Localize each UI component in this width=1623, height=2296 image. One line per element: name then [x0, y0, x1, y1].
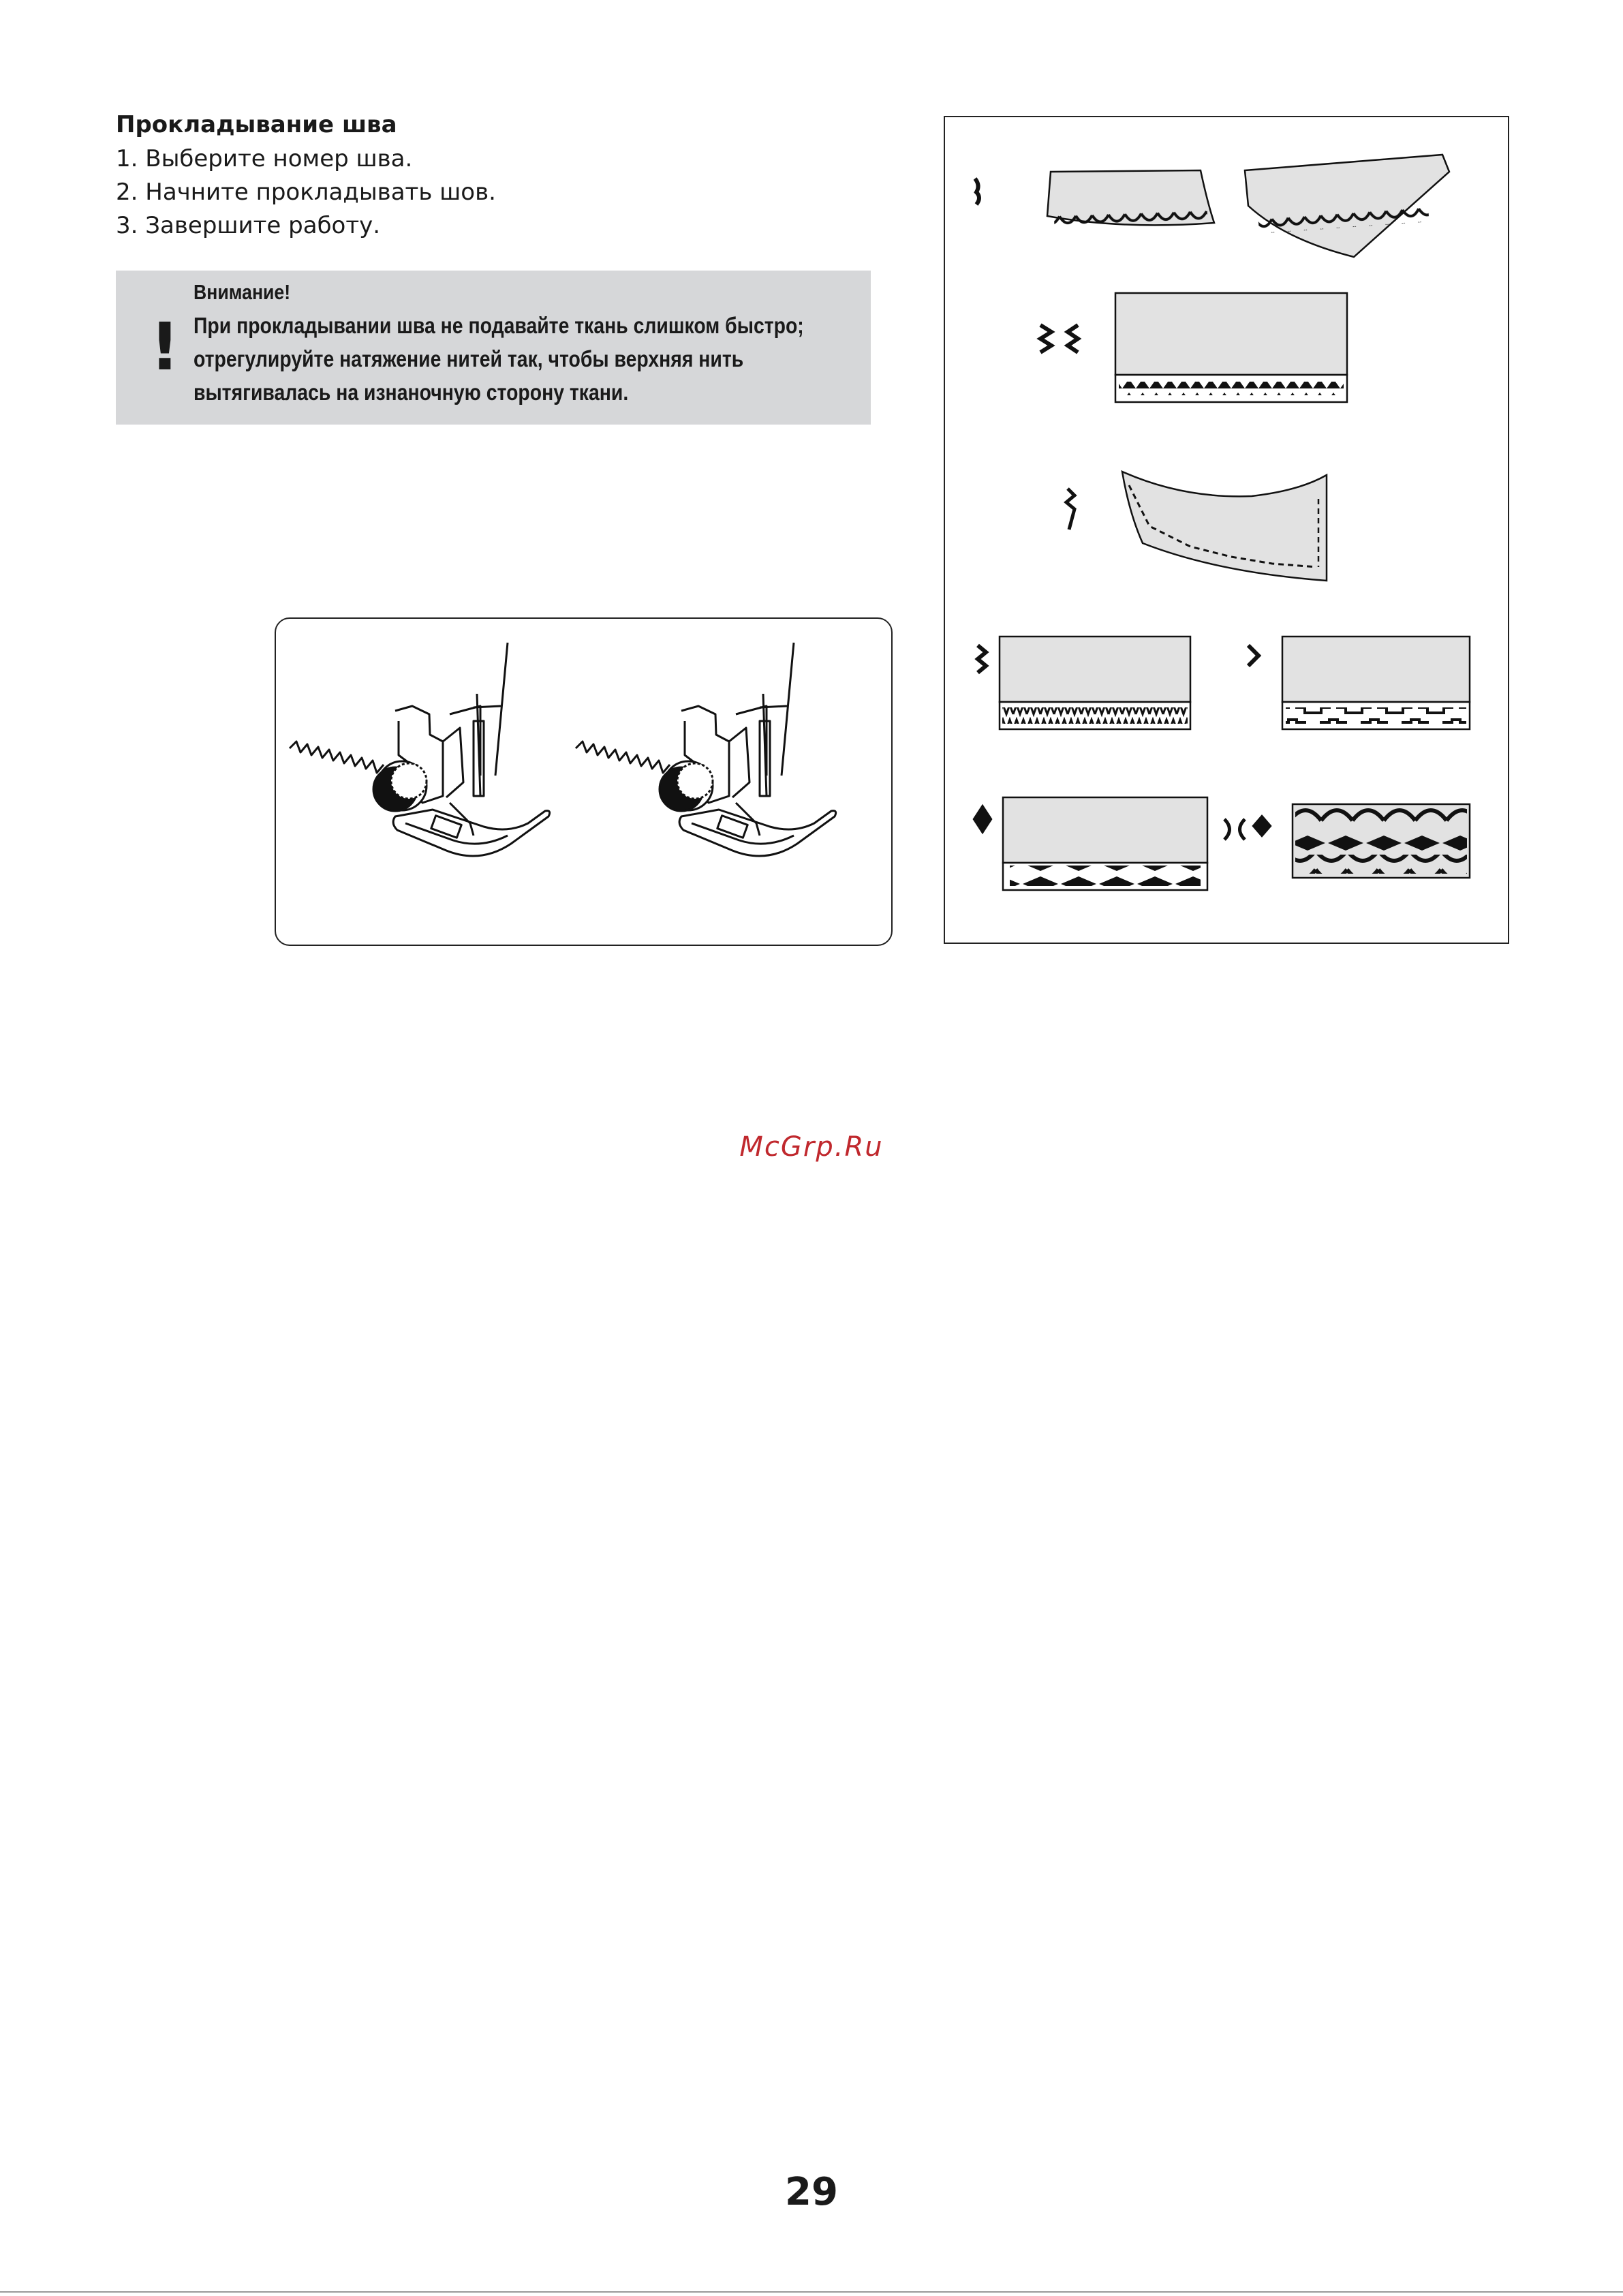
stitch-samples-panel	[944, 116, 1509, 944]
step-3: 3. Завершите работу.	[116, 212, 381, 239]
section-title: Прокладывание шва	[116, 111, 397, 138]
warning-line-2: отрегулируйте натяжение нитей так, чтобы верхняя нить	[194, 346, 744, 371]
warning-line-1: При прокладывании шва не подавайте ткань слишком быстро;	[194, 313, 804, 338]
presser-foot-panel	[275, 617, 893, 946]
exclamation-icon: !	[150, 309, 180, 385]
step-2: 2. Начните прокладывать шов.	[116, 179, 496, 206]
warning-title: Внимание!	[194, 280, 291, 304]
presser-foot-illustration	[276, 619, 891, 945]
stitch-samples-illustration	[945, 117, 1508, 943]
bottom-rule	[0, 2291, 1623, 2293]
step-1: 1. Выберите номер шва.	[116, 145, 413, 172]
page-number: 29	[785, 2170, 838, 2214]
warning-box	[116, 271, 871, 425]
watermark: McGrp.Ru	[739, 1131, 884, 1163]
warning-line-3: вытягивалась на изнаночную сторону ткани.	[194, 380, 629, 405]
